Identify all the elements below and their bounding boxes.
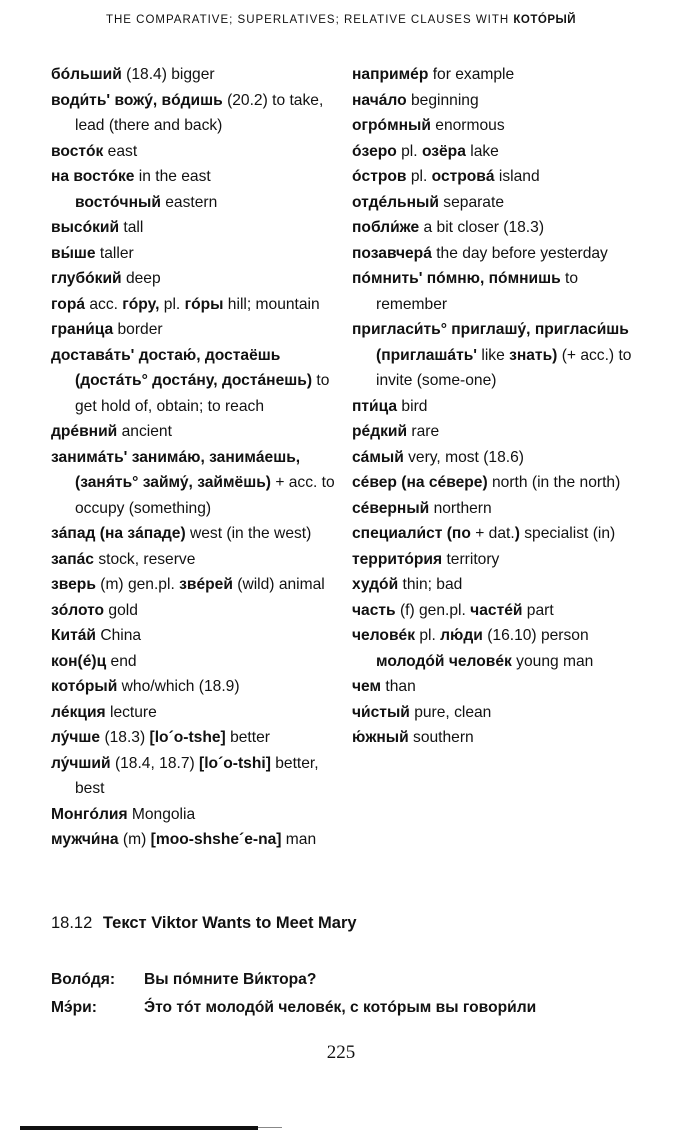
vocab-headword: гóры (184, 295, 224, 313)
vocab-gloss: pl. (396, 142, 422, 160)
vocab-headword: бóльший (51, 66, 122, 83)
vocab-headword: óстров (352, 168, 407, 185)
vocab-entry (352, 139, 642, 165)
dialog-text: Вы пóмните Ви́ктора? (144, 971, 317, 988)
vocab-headword: вы́ше (51, 244, 96, 262)
vocab-headword: грани́ца (51, 321, 114, 338)
vocab-gloss: beginning (406, 91, 479, 109)
vocab-headword: часть (352, 601, 396, 619)
vocab-headword: знать) (509, 346, 558, 364)
vocab-gloss: territory (442, 550, 500, 568)
vocab-entry (51, 674, 351, 700)
vocab-entry (352, 700, 642, 726)
vocab-gloss: to remember (376, 270, 579, 313)
vocab-gloss: thin; bad (398, 576, 463, 593)
vocab-gloss: pl. (406, 168, 432, 185)
vocab-headword: террито́рия (352, 550, 443, 568)
vocab-headword: начáло (352, 91, 407, 109)
vocab-headword: побли́же (352, 219, 420, 236)
vocab-headword: мужчи́на (51, 831, 119, 848)
vocab-headword: кон(é)ц (51, 652, 107, 670)
vocab-gloss: (18.4) bigger (121, 66, 215, 83)
vocab-entry (51, 445, 351, 522)
vocab-entry (51, 623, 351, 649)
dialog-speaker: Мэ́ри: (51, 999, 97, 1016)
vocab-gloss: end (106, 652, 137, 670)
vocab-gloss: border (113, 321, 163, 338)
vocab-entry (51, 62, 351, 88)
vocab-entry (51, 215, 351, 241)
vocab-entry (51, 317, 351, 343)
vocab-gloss: lake (465, 142, 499, 160)
vocabulary-column-right (352, 62, 642, 751)
vocab-gloss: (18.3) (100, 729, 150, 746)
vocab-entry (352, 521, 642, 547)
vocab-entry (51, 802, 351, 828)
vocab-headword: сéвер (на сéвере) (352, 474, 488, 491)
vocab-headword: пригласи́ть° приглашу́, пригласи́шь (приглашáть' (352, 321, 629, 364)
vocab-headword: на востóке (51, 168, 135, 185)
running-head-bold: КОТÓРЫЙ (513, 14, 577, 26)
vocab-headword: частéй (470, 601, 523, 619)
vocab-headword: дрéвний (51, 423, 118, 440)
vocab-gloss: (m) gen.pl. (95, 576, 180, 593)
vocab-gloss: pl. (159, 295, 185, 313)
vocab-gloss: in the east (134, 168, 211, 185)
vocab-headword: огрóмный (352, 117, 431, 134)
vocab-entry (352, 241, 642, 267)
dialog-line (51, 966, 651, 994)
vocab-headword: островá (431, 168, 495, 185)
vocab-entry (51, 649, 351, 675)
page-number: 225 (326, 1042, 356, 1063)
vocab-gloss: man (281, 831, 317, 848)
vocab-entry (51, 343, 351, 420)
vocab-headword: Китáй (51, 627, 96, 644)
vocab-entry (352, 649, 642, 675)
vocab-entry (352, 445, 642, 471)
vocab-headword: востóк (51, 142, 104, 160)
vocab-entry (51, 572, 351, 598)
vocabulary-column-left (51, 62, 351, 853)
vocab-gloss: stock, reserve (93, 550, 196, 568)
vocab-gloss: better (225, 729, 270, 746)
dialog (51, 966, 651, 1022)
vocab-gloss: (f) gen.pl. (395, 601, 471, 619)
vocab-gloss: north (in the north) (487, 474, 621, 491)
vocab-gloss: deep (121, 270, 161, 287)
vocab-headword: отдéльный (352, 193, 439, 211)
vocab-headword: глубóкий (51, 270, 122, 287)
vocab-entry (51, 751, 351, 802)
vocab-entry (352, 470, 642, 496)
vocab-entry (51, 827, 351, 853)
vocab-gloss: specialist (in) (519, 525, 616, 542)
vocab-headword: лу́чше (51, 729, 101, 746)
vocab-gloss: tall (119, 219, 144, 236)
vocab-entry (352, 317, 642, 394)
vocab-gloss: who/which (18.9) (117, 678, 240, 695)
vocab-gloss: gold (104, 601, 138, 619)
vocab-headword: зáпад (на зáпаде) (51, 525, 186, 542)
vocab-headword: сéверный (352, 499, 430, 517)
vocab-gloss: to get hold of, obtain; to reach (75, 372, 330, 415)
vocab-gloss: + dat. (470, 525, 515, 542)
vocab-headword: зверь (51, 576, 96, 593)
vocab-entry (352, 547, 642, 573)
vocab-gloss: (20.2) to take, lead (there and back) (75, 91, 324, 134)
vocab-headword: позавчерá (352, 244, 432, 262)
vocab-gloss: acc. (85, 295, 123, 313)
vocab-entry (352, 88, 642, 114)
vocab-entry (352, 190, 642, 216)
vocab-gloss: ancient (117, 423, 172, 440)
vocab-headword: звéрей (179, 576, 233, 593)
vocab-headword: человéк (352, 627, 416, 644)
vocab-gloss: bird (397, 397, 428, 415)
vocab-entry (51, 190, 351, 216)
bottom-rule (20, 1126, 258, 1130)
vocab-headword: высóкий (51, 219, 120, 236)
vocab-gloss: better, best (75, 754, 319, 797)
vocab-headword: лю́ди (440, 627, 483, 644)
vocab-entry (352, 419, 642, 445)
running-head-text: THE COMPARATIVE; SUPERLATIVES; RELATIVE CLAUSES WITH (105, 14, 514, 26)
vocab-headword: пóмнить' пóмню, пóмнишь (352, 270, 561, 287)
vocab-headword: óзеро (352, 142, 397, 160)
vocab-headword: чем (352, 678, 382, 695)
vocab-entry (352, 496, 642, 522)
vocab-headword: ю́жный (352, 729, 409, 746)
vocab-gloss: than (381, 678, 416, 695)
vocab-entry (352, 164, 642, 190)
section-title: Текст Viktor Wants to Meet Mary (102, 914, 357, 932)
vocab-entry (51, 266, 351, 292)
vocab-headword: сáмый (352, 448, 404, 466)
vocab-gloss: + acc. to occupy (something) (75, 474, 335, 517)
vocab-gloss: young man (511, 652, 594, 670)
vocab-gloss: the day before yesterday (431, 244, 608, 262)
vocab-entry (51, 725, 351, 751)
vocab-entry (352, 725, 642, 751)
vocab-entry (352, 62, 642, 88)
vocab-entry (51, 88, 351, 139)
vocab-gloss: hill; mountain (223, 295, 320, 313)
vocab-entry (352, 113, 642, 139)
vocab-gloss: (wild) animal (232, 576, 325, 593)
vocab-gloss: for example (428, 66, 515, 83)
vocab-gloss: southern (408, 729, 474, 746)
vocab-entry (51, 292, 351, 318)
vocab-gloss: (18.4, 18.7) (110, 754, 200, 772)
dialog-text: Э́то тóт молодóй человéк, с котóрым вы говори́ли (144, 999, 537, 1016)
vocab-entry (352, 623, 642, 649)
section-number: 18.12 (51, 914, 93, 932)
vocab-headword: [lo´o-tshe] (149, 729, 226, 746)
vocab-gloss: Mongolia (127, 805, 196, 823)
vocab-headword: пти́ца (352, 397, 398, 415)
vocab-entry (352, 394, 642, 420)
vocab-headword: котóрый (51, 678, 118, 695)
bottom-rule-tail (258, 1127, 282, 1128)
vocab-entry (51, 164, 351, 190)
vocab-gloss: (m) (118, 831, 151, 848)
vocab-entry (51, 521, 351, 547)
vocab-headword: [lo´o-tshi] (199, 754, 271, 772)
vocab-gloss: northern (429, 499, 492, 517)
vocab-gloss: (16.10) person (482, 627, 589, 644)
vocab-headword: лéкция (51, 703, 106, 721)
vocab-headword: напримéр (352, 66, 429, 83)
vocab-entry (51, 547, 351, 573)
vocab-entry (352, 215, 642, 241)
vocab-headword: горá (51, 295, 86, 313)
vocab-gloss: eastern (160, 193, 218, 211)
vocab-headword: занимáть' занимáю, занимáешь, (заня́ть° займу́, займёшь) (51, 448, 301, 491)
vocab-gloss: rare (407, 423, 440, 440)
vocab-headword: води́ть' вожу́, вóдишь (51, 91, 223, 109)
vocab-headword: озёра (421, 142, 466, 160)
vocab-headword: специали́ст (по (352, 525, 471, 542)
vocab-gloss: enormous (430, 117, 505, 134)
vocab-gloss: lecture (105, 703, 157, 721)
vocab-gloss: east (103, 142, 138, 160)
vocab-gloss: pure, clean (409, 703, 492, 721)
vocab-gloss: separate (438, 193, 504, 211)
dialog-line (51, 994, 651, 1022)
vocab-gloss: like (477, 346, 510, 364)
vocab-gloss: pl. (415, 627, 441, 644)
vocab-headword: доставáть' достаю́, достаёшь (достáть° достáну, достáнешь) (51, 346, 313, 389)
vocab-entry (352, 674, 642, 700)
vocab-gloss: taller (95, 244, 134, 262)
vocab-headword: зóлото (51, 601, 105, 619)
vocab-headword: гóру, (122, 295, 160, 313)
vocab-gloss: west (in the west) (185, 525, 312, 542)
vocab-entry (51, 241, 351, 267)
vocab-headword: рéдкий (352, 423, 408, 440)
vocab-headword: худóй (352, 576, 399, 593)
vocab-headword: чи́стый (352, 703, 410, 721)
vocab-headword: лу́чший (51, 754, 111, 772)
vocab-headword: востóчный (75, 193, 161, 211)
dialog-speaker: Волóдя: (51, 971, 116, 988)
vocab-gloss: part (522, 601, 554, 619)
section-heading (51, 914, 357, 933)
vocab-gloss: (+ acc.) to invite (some-one) (376, 346, 632, 389)
vocab-headword: [moo-shshe´e-na] (150, 831, 282, 848)
vocab-gloss: island (494, 168, 540, 185)
vocab-headword: запáс (51, 550, 94, 568)
vocab-entry (352, 266, 642, 317)
vocab-entry (51, 700, 351, 726)
vocab-entry (352, 598, 642, 624)
vocab-gloss: a bit closer (18.3) (419, 219, 545, 236)
vocab-headword: молодóй человéк (376, 652, 512, 670)
vocab-entry (51, 139, 351, 165)
vocab-entry (352, 572, 642, 598)
vocab-gloss: very, most (18.6) (403, 448, 524, 466)
vocab-gloss: China (96, 627, 142, 644)
running-head (0, 14, 682, 26)
vocab-headword: Монгóлия (51, 805, 128, 823)
vocab-headword: ) (514, 525, 520, 542)
vocab-entry (51, 419, 351, 445)
vocab-entry (51, 598, 351, 624)
